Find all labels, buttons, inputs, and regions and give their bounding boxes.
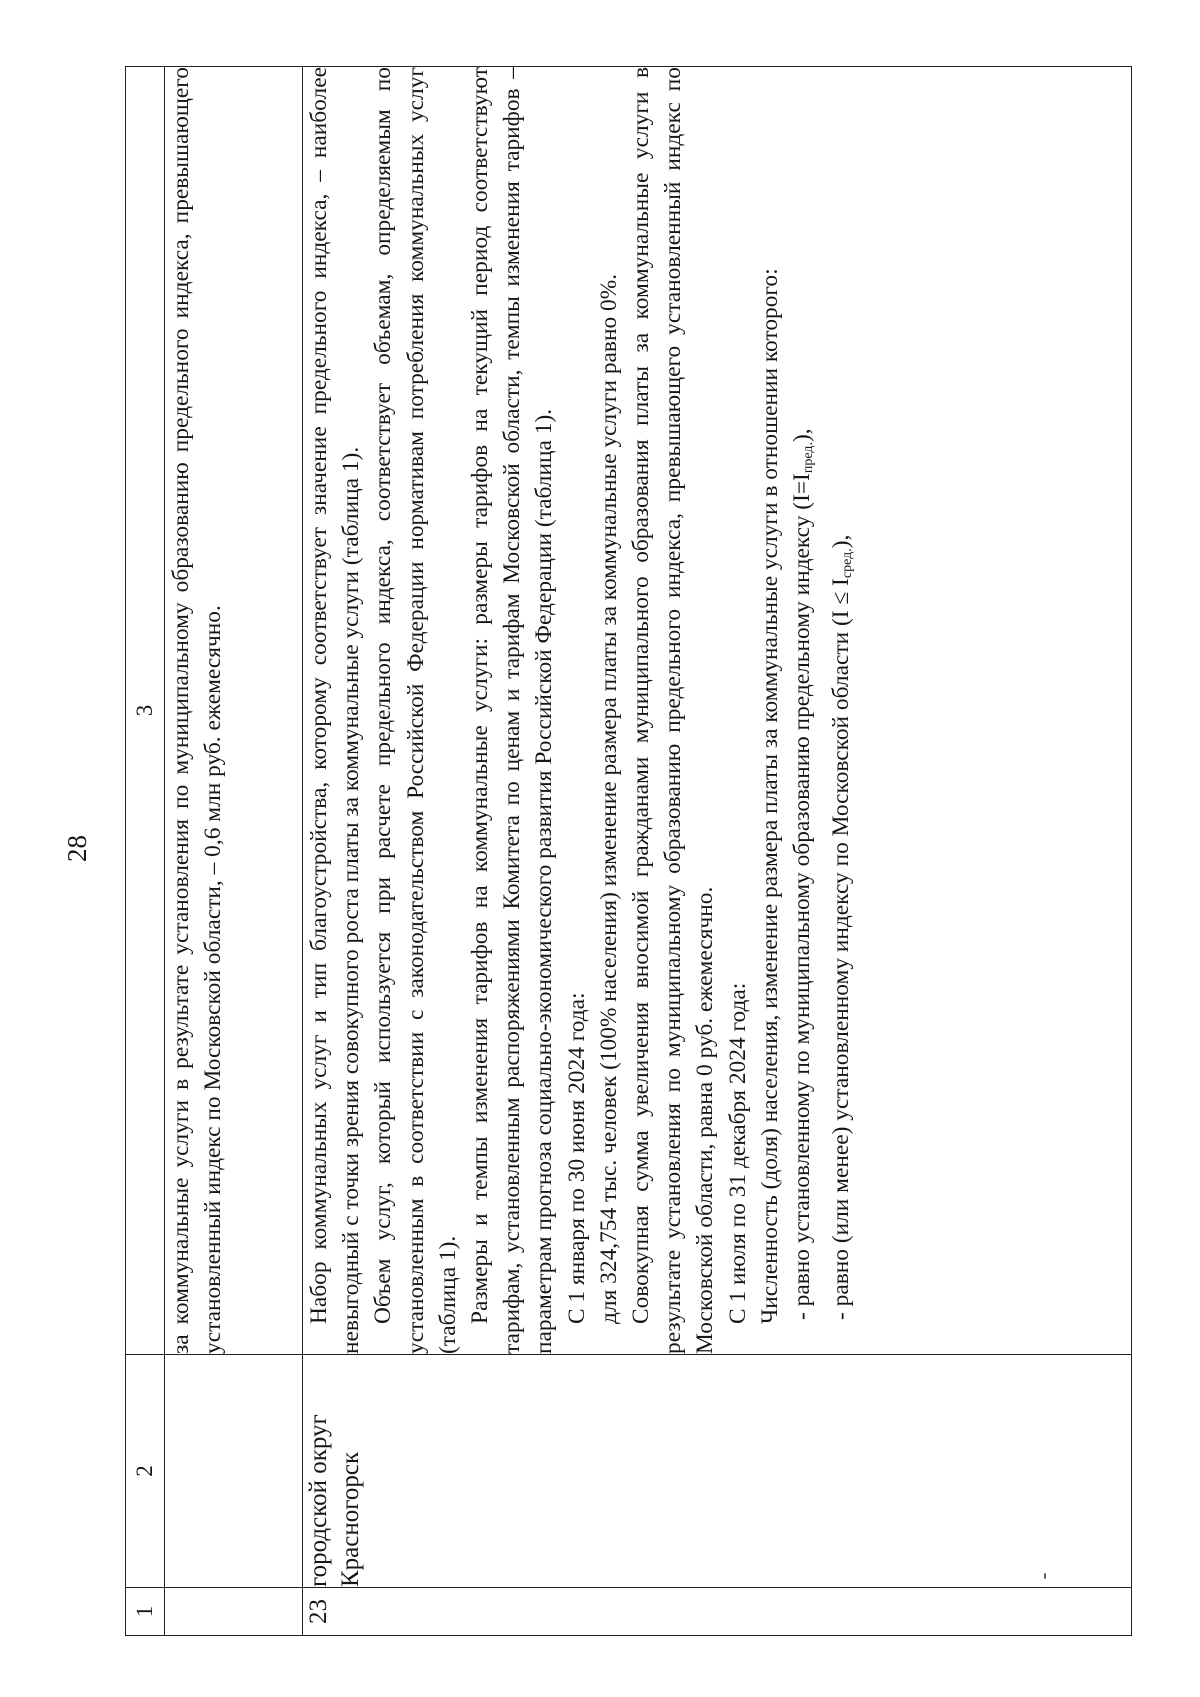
paragraph-total-increase: Совокупная сумма увеличения вносимой гражданами муниципального образования платы за коммунальные услуги в результате установления по муниципальному образованию предельного индекса, превышающего установленный индекс по Московской области, равна 0 руб. ежемесячно. [628,67,719,1354]
continuation-paragraph: за коммунальные услуги в результате установления по муниципальному образованию предельного индекса, превышающего установленный индекс по Московской области, – 0,6 млн руб. ежемесячно. [168,67,227,1354]
column-header-1: 1 [126,1588,165,1636]
bullet-limit-index [786,67,825,1354]
column-header-2: 2 [126,1355,165,1588]
index-subscript: сред. [840,548,856,579]
table-row-23 [303,67,1132,1636]
paragraph-tariffs: Размеры и темпы изменения тарифов на коммунальные услуги: размеры тарифов на текущий период соответствуют тарифам, установленным распоряжениями Комитета по ценам и тарифам Московской области, темпы изменения тарифов – параметрам прогноза социально-экономического развития Российской Федерации (таблица 1). [467,67,558,1354]
paragraph-services-volume: Объем услуг, который используется при расчете предельного индекса, соответствует объемам, определяемым по установленным в соответствии с законодательством Российской Федерации нормативам потребления коммунальных услуг (таблица 1). [370,67,461,1354]
index-subscript: пред. [801,441,817,474]
bullet-text: - равно (или менее) установленному индексу по Московской области (I ≤ I [828,578,855,1320]
data-table [125,66,1132,1636]
bullet-tail: ), [789,428,816,442]
bullet-region-index [825,67,864,1354]
description-cell [303,67,1132,1355]
municipality-cell: городской округ Красногорск [303,1355,1132,1588]
table-header-row [126,67,165,1636]
paragraph-population-share: Численность (доля) населения, изменение размера платы за коммунальные услуги в отношении которого: [756,268,783,1324]
paragraph-services-set: Набор коммунальных услуг и тип благоустройства, которому соответствует значение предельного индекса, – наиболее невыгодный с точки зрения совокупного роста платы за коммунальные услуги (таблица 1). [306,67,365,1354]
page-number: 28 [62,835,92,862]
bullet-text: - равно установленному по муниципальному образованию предельному индексу (I=I [789,473,816,1320]
row-number-cell [165,1588,303,1636]
row-number-cell: 23 [303,1588,1132,1636]
table-row-continuation [165,67,303,1636]
description-cell [165,67,303,1355]
column-header-3: 3 [126,67,165,1355]
municipality-cell [165,1355,303,1588]
bullet-tail: ), [828,534,855,549]
paragraph-period-1-heading: С 1 января по 30 июня 2024 года: [563,992,590,1324]
paragraph-period-2-heading: С 1 июля по 31 декабря 2024 года: [724,982,751,1324]
scan-mark [1044,1573,1046,1579]
paragraph-period-1-population: для 324,754 тыс. человек (100% населения) изменение размера платы за коммунальные услуги равно 0%. [595,273,622,1324]
